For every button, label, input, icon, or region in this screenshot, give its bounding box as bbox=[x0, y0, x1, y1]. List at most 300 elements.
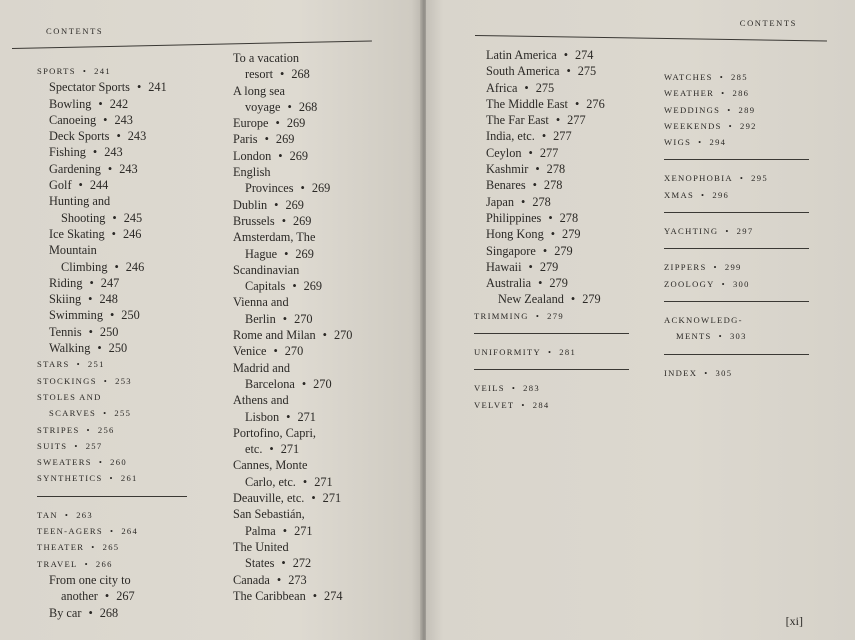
entry-title: Spectator Sports bbox=[49, 80, 130, 95]
entry-page-number: 271 bbox=[314, 474, 333, 489]
toc-entry bbox=[233, 343, 413, 359]
toc-entry bbox=[664, 312, 809, 328]
entry-page-number: 268 bbox=[298, 99, 318, 114]
entry-page-number: 250 bbox=[121, 308, 140, 323]
toc-entry bbox=[664, 170, 809, 186]
entry-title: Canada bbox=[233, 572, 270, 587]
leader-dot: • bbox=[284, 246, 289, 261]
entry-page-number: 248 bbox=[99, 292, 118, 307]
entry-page-number: 295 bbox=[751, 173, 768, 184]
toc-entry bbox=[474, 344, 629, 360]
entry-page-number: 268 bbox=[99, 605, 119, 620]
toc-entry bbox=[474, 145, 629, 161]
section-divider bbox=[474, 369, 629, 370]
leader-dot: • bbox=[269, 442, 274, 457]
entry-title: Kashmir bbox=[486, 162, 529, 177]
entry-title: Latin America bbox=[486, 48, 557, 62]
entry-title: Fishing bbox=[49, 145, 86, 160]
entry-title: Riding bbox=[49, 275, 83, 290]
entry-title: States bbox=[245, 556, 275, 571]
entry-page-number: 274 bbox=[575, 48, 594, 62]
leader-dot: • bbox=[98, 457, 104, 468]
leader-dot: • bbox=[302, 474, 308, 489]
leader-dot: • bbox=[728, 120, 733, 131]
entry-page-number: 269 bbox=[295, 246, 314, 261]
toc-entry bbox=[664, 134, 809, 150]
right-running-head: CONTENTS bbox=[739, 18, 797, 28]
entry-page-number: 278 bbox=[546, 162, 566, 177]
entry-title: WEDDINGS bbox=[664, 104, 721, 115]
toc-entry bbox=[233, 539, 413, 555]
leader-dot: • bbox=[704, 367, 709, 378]
leader-dot: • bbox=[278, 148, 283, 163]
entry-page-number: 274 bbox=[324, 588, 343, 603]
leader-dot: • bbox=[282, 311, 288, 326]
toc-entry bbox=[474, 96, 629, 112]
leader-dot: • bbox=[275, 116, 280, 131]
entry-title: STRIPES bbox=[37, 424, 80, 435]
entry-title: MENTS bbox=[676, 331, 712, 342]
toc-entry bbox=[474, 63, 629, 79]
entry-title: A long sea bbox=[233, 83, 285, 98]
leader-dot: • bbox=[547, 347, 553, 358]
entry-title: Ice Skating bbox=[49, 226, 105, 241]
entry-page-number: 296 bbox=[712, 189, 730, 200]
entry-title: Portofino, Capri, bbox=[233, 425, 316, 440]
toc-entry bbox=[233, 457, 413, 473]
entry-title: Bowling bbox=[49, 96, 92, 111]
entry-page-number: 251 bbox=[87, 359, 105, 370]
entry-title: Lisbon bbox=[245, 409, 280, 424]
toc-entry bbox=[233, 392, 413, 408]
entry-title: Athens and bbox=[233, 393, 289, 408]
entry-title: SCARVES bbox=[49, 408, 97, 419]
toc-entry bbox=[233, 278, 413, 294]
entry-title: Madrid and bbox=[233, 360, 291, 375]
toc-entry bbox=[474, 128, 629, 144]
toc-entry bbox=[233, 523, 413, 539]
entry-title: XMAS bbox=[664, 189, 695, 200]
leader-dot: • bbox=[541, 129, 547, 144]
entry-title: ACKNOWLEDG- bbox=[664, 314, 743, 325]
toc-entry bbox=[233, 490, 413, 506]
entry-title: Deauville, etc. bbox=[233, 491, 305, 506]
entry-page-number: 297 bbox=[736, 226, 754, 237]
toc-entry bbox=[37, 128, 187, 144]
entry-title: voyage bbox=[245, 99, 281, 114]
leader-dot: • bbox=[110, 526, 115, 537]
entry-title: VELVET bbox=[474, 399, 515, 410]
toc-entry bbox=[37, 539, 187, 555]
toc-entry bbox=[474, 397, 629, 413]
entry-title: TEEN-AGERS bbox=[37, 526, 103, 537]
entry-title: Mountain bbox=[49, 243, 97, 258]
toc-entry bbox=[37, 112, 187, 128]
leader-dot: • bbox=[725, 226, 730, 237]
toc-entry bbox=[37, 161, 187, 177]
leader-dot: • bbox=[566, 64, 571, 79]
toc-entry bbox=[233, 148, 413, 164]
leader-dot: • bbox=[570, 292, 576, 307]
entry-title: Cannes, Monte bbox=[233, 458, 308, 473]
leader-dot: • bbox=[524, 80, 529, 95]
leader-dot: • bbox=[574, 96, 580, 111]
entry-title: Scandinavian bbox=[233, 262, 300, 277]
toc-entry bbox=[233, 83, 413, 99]
toc-entry bbox=[474, 308, 629, 324]
entry-title: Europe bbox=[233, 116, 269, 131]
entry-page-number: 269 bbox=[311, 181, 331, 196]
entry-title: WATCHES bbox=[664, 72, 713, 82]
toc-entry bbox=[233, 311, 413, 327]
entry-title: SYNTHETICS bbox=[37, 473, 103, 484]
entry-title: Hunting and bbox=[49, 194, 111, 209]
leader-dot: • bbox=[521, 399, 526, 410]
entry-page-number: 278 bbox=[532, 194, 551, 209]
leader-dot: • bbox=[727, 104, 732, 115]
entry-title: THEATER bbox=[37, 542, 85, 553]
leader-dot: • bbox=[548, 210, 553, 225]
toc-entry bbox=[37, 523, 187, 539]
toc-entry bbox=[37, 422, 187, 438]
toc-entry bbox=[664, 69, 809, 85]
leader-dot: • bbox=[107, 161, 113, 176]
section-divider bbox=[474, 333, 629, 334]
leader-dot: • bbox=[103, 375, 109, 386]
leader-dot: • bbox=[698, 137, 703, 148]
entry-page-number: 243 bbox=[119, 161, 138, 176]
entry-page-number: 250 bbox=[108, 341, 128, 356]
leader-dot: • bbox=[89, 275, 94, 290]
leader-dot: • bbox=[103, 408, 108, 419]
entry-page-number: 281 bbox=[559, 347, 577, 358]
toc-entry bbox=[37, 405, 187, 421]
entry-title: UNIFORMITY bbox=[474, 347, 541, 358]
toc-entry bbox=[233, 131, 413, 147]
entry-page-number: 277 bbox=[553, 129, 572, 144]
toc-entry bbox=[474, 161, 629, 177]
toc-entry bbox=[37, 438, 187, 454]
toc-entry bbox=[233, 376, 413, 392]
entry-page-number: 243 bbox=[127, 129, 147, 144]
entry-page-number: 273 bbox=[288, 572, 307, 587]
toc-entry bbox=[664, 259, 809, 275]
left-head-rule bbox=[12, 40, 372, 49]
toc-entry bbox=[37, 572, 187, 588]
entry-page-number: 303 bbox=[729, 331, 747, 342]
entry-title: Philippines bbox=[486, 210, 542, 225]
toc-entry bbox=[474, 112, 629, 128]
leader-dot: • bbox=[84, 558, 89, 569]
entry-page-number: 241 bbox=[148, 80, 167, 95]
left-running-head: CONTENTS bbox=[46, 26, 104, 36]
entry-page-number: 245 bbox=[123, 210, 143, 225]
entry-title: Hague bbox=[245, 246, 278, 261]
entry-title: Japan bbox=[486, 194, 514, 209]
entry-page-number: 246 bbox=[125, 259, 145, 274]
entry-page-number: 283 bbox=[523, 383, 540, 394]
leader-dot: • bbox=[718, 331, 723, 342]
entry-title: By car bbox=[49, 605, 82, 620]
toc-entry bbox=[233, 441, 413, 457]
entry-title: Palma bbox=[245, 523, 276, 538]
entry-title: TRIMMING bbox=[474, 310, 529, 321]
leader-dot: • bbox=[528, 145, 533, 160]
entry-title: VEILS bbox=[474, 383, 505, 394]
entry-page-number: 269 bbox=[275, 132, 295, 147]
toc-entry bbox=[233, 246, 413, 262]
entry-title: Barcelona bbox=[245, 376, 295, 391]
leader-dot: • bbox=[273, 344, 278, 359]
entry-page-number: 250 bbox=[99, 324, 119, 339]
toc-entry bbox=[233, 164, 413, 180]
toc-entry bbox=[37, 389, 187, 405]
leader-dot: • bbox=[721, 88, 726, 99]
entry-title: English bbox=[233, 165, 271, 180]
leader-dot: • bbox=[300, 181, 305, 196]
leader-dot: • bbox=[739, 173, 745, 184]
entry-page-number: 269 bbox=[303, 279, 323, 294]
toc-entry bbox=[37, 470, 187, 486]
leader-dot: • bbox=[542, 243, 548, 258]
entry-page-number: 285 bbox=[731, 72, 748, 82]
entry-title: Gardening bbox=[49, 161, 101, 176]
section-divider bbox=[37, 496, 187, 497]
leader-dot: • bbox=[109, 308, 115, 323]
entry-page-number: 275 bbox=[535, 80, 555, 95]
leader-dot: • bbox=[112, 210, 117, 225]
toc-entry bbox=[37, 307, 187, 323]
toc-entry bbox=[233, 572, 413, 588]
leader-dot: • bbox=[281, 213, 286, 228]
leader-dot: • bbox=[136, 80, 142, 95]
entry-page-number: 279 bbox=[539, 259, 559, 274]
entry-title: INDEX bbox=[664, 367, 698, 378]
entry-title: ZOOLOGY bbox=[664, 278, 715, 289]
leader-dot: • bbox=[103, 112, 108, 127]
entry-page-number: 276 bbox=[586, 96, 605, 111]
toc-entry bbox=[233, 180, 413, 196]
entry-title: WEATHER bbox=[664, 88, 715, 99]
entry-title: Africa bbox=[486, 80, 518, 95]
entry-page-number: 270 bbox=[284, 344, 304, 359]
entry-title: Venice bbox=[233, 344, 267, 359]
entry-title: SPORTS bbox=[37, 66, 76, 76]
toc-entry bbox=[474, 194, 629, 210]
entry-title: Vienna and bbox=[233, 295, 289, 310]
toc-entry bbox=[474, 380, 629, 396]
leader-dot: • bbox=[88, 292, 93, 307]
leader-dot: • bbox=[274, 197, 279, 212]
entry-title: From one city to bbox=[49, 572, 131, 587]
section-divider bbox=[664, 159, 809, 160]
toc-entry bbox=[37, 556, 187, 572]
toc-entry bbox=[37, 340, 187, 356]
toc-entry bbox=[233, 425, 413, 441]
entry-title: ZIPPERS bbox=[664, 262, 707, 273]
entry-title: Singapore bbox=[486, 243, 536, 258]
leader-dot: • bbox=[276, 572, 282, 587]
entry-title: STOLES AND bbox=[37, 391, 102, 402]
entry-title: Provinces bbox=[245, 181, 294, 196]
leader-dot: • bbox=[311, 491, 316, 506]
leader-dot: • bbox=[97, 341, 102, 356]
leader-dot: • bbox=[535, 162, 540, 177]
toc-entry bbox=[233, 213, 413, 229]
entry-page-number: 300 bbox=[732, 278, 750, 289]
leader-dot: • bbox=[301, 376, 307, 391]
toc-entry bbox=[664, 223, 809, 239]
entry-page-number: 277 bbox=[567, 113, 586, 128]
entry-page-number: 279 bbox=[547, 310, 564, 321]
leader-dot: • bbox=[88, 605, 93, 620]
leader-dot: • bbox=[521, 194, 526, 209]
entry-page-number: 243 bbox=[104, 145, 123, 160]
toc-entry bbox=[233, 588, 413, 604]
entry-title: To a vacation bbox=[233, 51, 300, 65]
entry-title: XENOPHOBIA bbox=[664, 173, 733, 184]
toc-entry bbox=[233, 262, 413, 278]
entry-page-number: 253 bbox=[115, 375, 132, 386]
entry-page-number: 286 bbox=[732, 88, 750, 99]
toc-entry bbox=[37, 144, 187, 160]
section-divider bbox=[664, 248, 809, 249]
entry-page-number: 269 bbox=[289, 148, 309, 163]
entry-title: Carlo, etc. bbox=[245, 474, 296, 489]
entry-title: Rome and Milan bbox=[233, 328, 316, 343]
leader-dot: • bbox=[98, 96, 103, 111]
entry-title: India, etc. bbox=[486, 129, 535, 144]
leader-dot: • bbox=[719, 72, 725, 82]
toc-entry bbox=[37, 259, 187, 275]
entry-page-number: 279 bbox=[562, 227, 581, 242]
entry-title: TAN bbox=[37, 509, 58, 520]
leader-dot: • bbox=[114, 259, 119, 274]
toc-entry bbox=[37, 242, 187, 258]
leader-dot: • bbox=[91, 542, 96, 553]
toc-entry bbox=[233, 99, 413, 115]
toc-entry bbox=[233, 294, 413, 310]
entry-title: Ceylon bbox=[486, 145, 522, 160]
toc-entry bbox=[233, 229, 413, 245]
leader-dot: • bbox=[111, 226, 116, 241]
toc-entry bbox=[664, 276, 809, 292]
entry-title: Brussels bbox=[233, 213, 275, 228]
entry-page-number: 289 bbox=[738, 104, 756, 115]
right-page bbox=[426, 0, 855, 640]
entry-page-number: 275 bbox=[577, 64, 597, 79]
entry-page-number: 279 bbox=[554, 243, 573, 258]
entry-title: resort bbox=[245, 67, 273, 82]
entry-title: Climbing bbox=[61, 259, 108, 274]
entry-page-number: 270 bbox=[333, 328, 353, 343]
entry-title: Golf bbox=[49, 178, 72, 193]
section-divider bbox=[664, 212, 809, 213]
entry-title: The Far East bbox=[486, 113, 549, 128]
entry-page-number: 241 bbox=[94, 66, 111, 76]
entry-page-number: 265 bbox=[102, 542, 120, 553]
section-divider bbox=[664, 301, 809, 302]
right-head-rule bbox=[475, 35, 827, 42]
toc-entry bbox=[37, 193, 187, 209]
leader-dot: • bbox=[550, 227, 556, 242]
entry-page-number: 284 bbox=[532, 399, 550, 410]
entry-page-number: 269 bbox=[293, 213, 312, 228]
entry-page-number: 244 bbox=[89, 178, 109, 193]
entry-page-number: 272 bbox=[292, 556, 312, 571]
leader-dot: • bbox=[538, 276, 543, 291]
toc-entry bbox=[664, 328, 809, 344]
entry-page-number: 268 bbox=[291, 67, 310, 82]
entry-title: Deck Sports bbox=[49, 129, 110, 144]
entry-title: Dublin bbox=[233, 197, 268, 212]
entry-page-number: 270 bbox=[313, 376, 332, 391]
entry-page-number: 246 bbox=[122, 226, 142, 241]
leader-dot: • bbox=[280, 67, 285, 82]
left-column-2 bbox=[233, 50, 413, 604]
toc-entry bbox=[664, 85, 809, 101]
toc-entry bbox=[233, 360, 413, 376]
entry-page-number: 260 bbox=[110, 457, 127, 468]
toc-entry bbox=[37, 588, 187, 604]
entry-title: WEEKENDS bbox=[664, 120, 722, 131]
leader-dot: • bbox=[555, 113, 561, 128]
entry-title: Shooting bbox=[61, 210, 106, 225]
toc-entry bbox=[233, 50, 413, 66]
toc-entry bbox=[233, 409, 413, 425]
leader-dot: • bbox=[286, 409, 291, 424]
leader-dot: • bbox=[532, 178, 537, 193]
entry-page-number: 255 bbox=[114, 408, 132, 419]
toc-entry bbox=[474, 275, 629, 291]
entry-title: The Caribbean bbox=[233, 588, 306, 603]
entry-page-number: 271 bbox=[297, 409, 316, 424]
entry-title: Skiing bbox=[49, 292, 82, 307]
toc-entry bbox=[233, 327, 413, 343]
entry-title: The Middle East bbox=[486, 96, 568, 111]
toc-entry bbox=[37, 96, 187, 112]
entry-page-number: 271 bbox=[294, 523, 313, 538]
entry-page-number: 266 bbox=[95, 558, 113, 569]
section-divider bbox=[664, 354, 809, 355]
toc-entry bbox=[37, 324, 187, 340]
leader-dot: • bbox=[64, 509, 70, 520]
entry-page-number: 305 bbox=[715, 367, 733, 378]
leader-dot: • bbox=[322, 328, 327, 343]
leader-dot: • bbox=[109, 473, 114, 484]
entry-title: SUITS bbox=[37, 440, 68, 451]
right-column-1 bbox=[474, 47, 629, 413]
entry-page-number: 269 bbox=[286, 116, 306, 131]
entry-title: Tennis bbox=[49, 324, 82, 339]
entry-title: South America bbox=[486, 64, 560, 79]
leader-dot: • bbox=[281, 556, 286, 571]
entry-page-number: 278 bbox=[543, 178, 563, 193]
toc-entry bbox=[233, 474, 413, 490]
entry-title: SWEATERS bbox=[37, 457, 92, 468]
toc-entry bbox=[37, 63, 187, 79]
leader-dot: • bbox=[721, 278, 726, 289]
entry-page-number: 277 bbox=[539, 145, 559, 160]
entry-title: YACHTING bbox=[664, 226, 719, 237]
leader-dot: • bbox=[282, 523, 288, 538]
leader-dot: • bbox=[88, 324, 93, 339]
entry-page-number: 247 bbox=[100, 275, 120, 290]
entry-title: another bbox=[61, 589, 98, 604]
entry-page-number: 270 bbox=[294, 311, 313, 326]
toc-entry bbox=[664, 187, 809, 203]
right-column-2 bbox=[664, 69, 809, 381]
